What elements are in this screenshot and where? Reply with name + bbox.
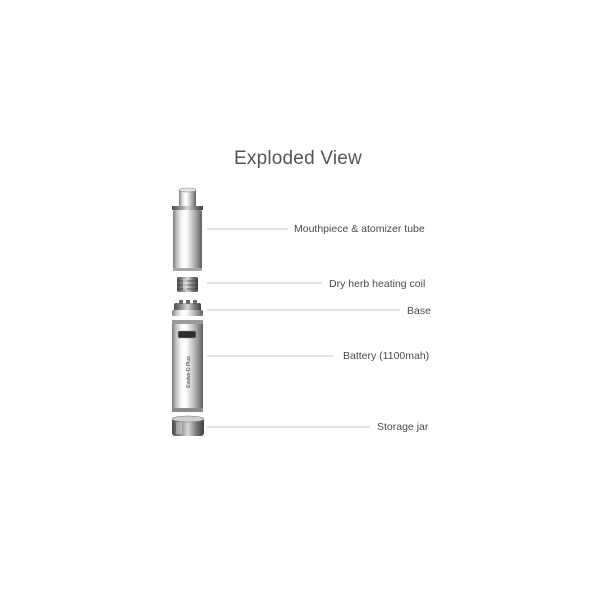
base-connector (172, 300, 203, 316)
storage-jar (172, 416, 204, 436)
label-mouthpiece: Mouthpiece & atomizer tube (294, 223, 425, 235)
dry-herb-heating-coil (177, 277, 198, 292)
diagram-title: Exploded View (234, 148, 362, 169)
mouthpiece-atomizer-tube (172, 188, 203, 271)
battery (172, 320, 203, 412)
label-battery: Battery (1100mah) (343, 350, 430, 362)
svg-text:Evolve-D Plus: Evolve-D Plus (186, 356, 192, 388)
label-base: Base (407, 305, 431, 317)
label-coil: Dry herb heating coil (329, 278, 426, 290)
label-storage-jar: Storage jar (377, 421, 429, 433)
